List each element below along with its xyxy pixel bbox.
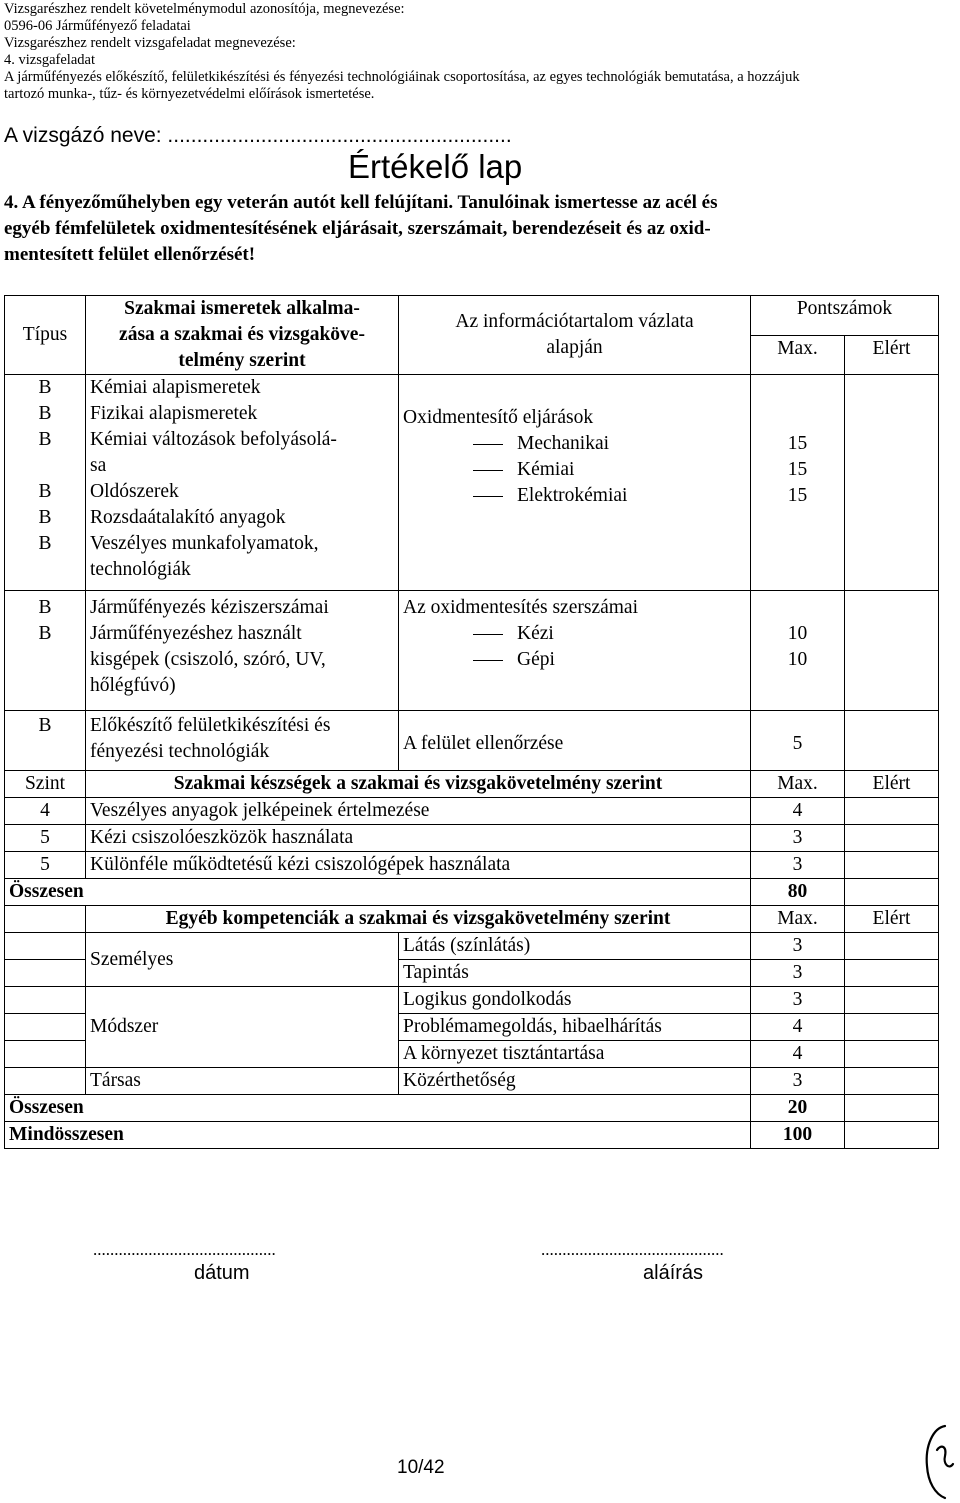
competency-cell: A környezet tisztántartása xyxy=(399,1041,751,1068)
table-row xyxy=(5,933,939,960)
max-cell xyxy=(751,591,845,711)
header-info-line: Az információtartalom vázlata xyxy=(455,311,694,332)
task-line-1: 4. A fényezőműhelyben egy veterán autót kell felújítani. Tanulóinak ismertesse az acél és xyxy=(4,192,718,213)
type-cell xyxy=(5,375,86,591)
competency-cell: Látás (színlátás) xyxy=(399,933,751,960)
table-row xyxy=(5,591,939,711)
dash-bullet xyxy=(473,470,503,471)
achieved-cell xyxy=(845,1068,939,1095)
info-item-label: Gépi xyxy=(517,649,555,670)
knowledge-line: Járműfényezés kéziszerszámai xyxy=(90,597,329,618)
type-cell xyxy=(5,591,86,711)
info-item xyxy=(403,431,746,457)
table-row xyxy=(5,798,939,825)
type-value: B xyxy=(38,481,52,502)
knowledge-line: technológiák xyxy=(90,559,191,580)
knowledge-line: Rozsdaátalakító anyagok xyxy=(90,507,286,528)
subtotal-row xyxy=(5,879,939,906)
table-header-row xyxy=(5,296,939,336)
max-value: 3 xyxy=(751,987,845,1014)
dash-bullet xyxy=(473,444,503,445)
knowledge-cell xyxy=(86,711,399,771)
knowledge-line: Járműfényezéshez használt xyxy=(90,623,302,644)
header-knowledge-line: Szakmai ismeretek alkalma- xyxy=(124,298,360,319)
subtotal-row xyxy=(5,1095,939,1122)
knowledge-line: kisgépek (csiszoló, szóró, UV, xyxy=(90,649,326,670)
skills-title: Szakmai készségek a szakmai és vizsgakövetelmény szerint xyxy=(86,771,751,798)
header-type: Típus xyxy=(5,296,86,375)
header-line-4: 4. vizsgafeladat xyxy=(4,52,95,68)
task-line-3: mentesített felület ellenőrzését! xyxy=(4,244,256,265)
subtotal-value: 20 xyxy=(751,1095,845,1122)
total-row xyxy=(5,1122,939,1149)
max-value: 15 xyxy=(787,433,808,454)
competency-cell: Problémamegoldás, hibaelhárítás xyxy=(399,1014,751,1041)
empty-cell xyxy=(5,1068,86,1095)
achieved-cell xyxy=(845,375,939,591)
header-max: Max. xyxy=(751,335,845,375)
header-achieved: Elért xyxy=(845,771,939,798)
header-info-line: alapján xyxy=(546,337,603,358)
achieved-cell xyxy=(845,711,939,771)
knowledge-line: Kémiai változások befolyásolá- xyxy=(90,429,337,450)
achieved-cell xyxy=(845,825,939,852)
handwritten-mark-icon xyxy=(915,1420,959,1502)
achieved-cell xyxy=(845,798,939,825)
type-cell xyxy=(5,711,86,771)
header-knowledge-line: zása a szakmai és vizsgaköve- xyxy=(119,324,365,345)
knowledge-cell xyxy=(86,375,399,591)
info-item xyxy=(403,647,746,673)
competency-cell: Logikus gondolkodás xyxy=(399,987,751,1014)
knowledge-line: Veszélyes munkafolyamatok, xyxy=(90,533,319,554)
skill-cell: Veszélyes anyagok jelképeinek értelmezése xyxy=(86,798,751,825)
header-achieved: Elért xyxy=(845,906,939,933)
info-item xyxy=(403,457,746,483)
info-item-label: Mechanikai xyxy=(517,433,610,454)
category-cell: Módszer xyxy=(86,987,399,1068)
header-knowledge-line: telmény szerint xyxy=(178,350,306,371)
task-line-2: egyéb fémfelületek oxidmentesítésének eljárásait, szerszámait, berendezéseit és az oxid- xyxy=(4,218,711,239)
knowledge-cell xyxy=(86,591,399,711)
type-value: B xyxy=(38,377,52,398)
header-line-6: tartozó munka-, tűz- és környezetvédelmi előírások ismertetése. xyxy=(4,86,375,102)
info-item-label: Elektrokémiai xyxy=(517,485,628,506)
subtotal-value: 80 xyxy=(751,879,845,906)
max-value: 4 xyxy=(751,1014,845,1041)
info-cell: A felület ellenőrzése xyxy=(399,711,751,771)
achieved-cell xyxy=(845,987,939,1014)
achieved-cell xyxy=(845,1014,939,1041)
info-title: Az oxidmentesítés szerszámai xyxy=(403,597,638,618)
header-info xyxy=(399,296,751,375)
knowledge-line: fényezési technológiák xyxy=(90,741,270,762)
info-title: Oxidmentesítő eljárások xyxy=(403,407,594,428)
info-item-label: Kémiai xyxy=(517,459,575,480)
max-value: 4 xyxy=(751,1041,845,1068)
table-row xyxy=(5,852,939,879)
header-line-5: A járműfényezés előkészítő, felületkikészítési és fényezési technológiáinak csoportosítása, az egyes technológiák bemutatása, a hozzájuk xyxy=(4,69,800,85)
signature-line: ........................................... xyxy=(541,1240,724,1259)
table-row xyxy=(5,987,939,1014)
knowledge-line: Kémiai alapismeretek xyxy=(90,377,261,398)
task-description xyxy=(4,190,904,268)
max-value: 4 xyxy=(751,798,845,825)
type-value: B xyxy=(38,533,52,554)
max-cell xyxy=(751,375,845,591)
knowledge-line: hőlégfúvó) xyxy=(90,675,176,696)
header-max: Max. xyxy=(751,906,845,933)
competency-cell: Közérthetőség xyxy=(399,1068,751,1095)
header-line-3: Vizsgarészhez rendelt vizsgafeladat megnevezése: xyxy=(4,35,296,51)
level-cell: 5 xyxy=(5,852,86,879)
other-title: Egyéb kompetenciák a szakmai és vizsgakövetelmény szerint xyxy=(86,906,751,933)
empty-cell xyxy=(5,987,86,1014)
date-line: ........................................... xyxy=(93,1240,276,1259)
level-cell: 5 xyxy=(5,825,86,852)
type-value: B xyxy=(38,403,52,424)
empty-cell xyxy=(5,1014,86,1041)
info-item xyxy=(403,621,746,647)
type-value: B xyxy=(38,507,52,528)
signature-label: aláírás xyxy=(643,1262,704,1284)
max-value: 3 xyxy=(751,1068,845,1095)
table-row xyxy=(5,825,939,852)
max-value: 3 xyxy=(751,825,845,852)
date-label: dátum xyxy=(194,1262,250,1284)
max-value: 3 xyxy=(751,960,845,987)
table-row xyxy=(5,1068,939,1095)
header-achieved: Elért xyxy=(845,335,939,375)
achieved-cell xyxy=(845,960,939,987)
info-item xyxy=(403,483,746,509)
examinee-name-field: A vizsgázó neve: ........................................................... xyxy=(4,124,512,147)
info-cell xyxy=(399,591,751,711)
type-value: B xyxy=(38,429,52,450)
knowledge-line: sa xyxy=(90,455,107,476)
page-number: 10/42 xyxy=(397,1457,445,1478)
knowledge-line: Oldószerek xyxy=(90,481,179,502)
knowledge-line: Előkészítő felületkikészítési és xyxy=(90,715,331,736)
max-value: 10 xyxy=(787,649,808,670)
category-cell: Társas xyxy=(86,1068,399,1095)
type-value: B xyxy=(38,715,52,736)
achieved-cell xyxy=(845,852,939,879)
max-value: 3 xyxy=(751,852,845,879)
type-value: B xyxy=(38,623,52,644)
dash-bullet xyxy=(473,634,503,635)
total-value: 100 xyxy=(751,1122,845,1149)
skill-cell: Kézi csiszolóeszközök használata xyxy=(86,825,751,852)
skill-cell: Különféle működtetésű kézi csiszológépek használata xyxy=(86,852,751,879)
achieved-cell xyxy=(845,1122,939,1149)
dash-bullet xyxy=(473,660,503,661)
competency-cell: Tapintás xyxy=(399,960,751,987)
empty-cell xyxy=(5,906,86,933)
max-value: 5 xyxy=(751,711,845,771)
empty-cell xyxy=(5,933,86,960)
knowledge-line: Fizikai alapismeretek xyxy=(90,403,258,424)
other-header-row xyxy=(5,906,939,933)
info-cell xyxy=(399,375,751,591)
dash-bullet xyxy=(473,496,503,497)
max-value: 3 xyxy=(751,933,845,960)
achieved-cell xyxy=(845,1095,939,1122)
subtotal-label: Összesen xyxy=(5,1095,751,1122)
header-line-1: Vizsgarészhez rendelt követelménymodul azonosítója, megnevezése: xyxy=(4,1,405,17)
empty-cell xyxy=(5,1041,86,1068)
max-value: 15 xyxy=(787,459,808,480)
achieved-cell xyxy=(845,933,939,960)
info-item-label: Kézi xyxy=(517,623,554,644)
skills-header-row xyxy=(5,771,939,798)
header-points: Pontszámok xyxy=(751,296,939,336)
max-value: 10 xyxy=(787,623,808,644)
subtotal-label: Összesen xyxy=(5,879,751,906)
max-value: 15 xyxy=(787,485,808,506)
header-line-2: 0596-06 Járműfényező feladatai xyxy=(4,18,191,34)
level-cell: 4 xyxy=(5,798,86,825)
empty-cell xyxy=(5,960,86,987)
table-row xyxy=(5,711,939,771)
header-knowledge xyxy=(86,296,399,375)
level-header: Szint xyxy=(5,771,86,798)
achieved-cell xyxy=(845,591,939,711)
evaluation-table xyxy=(4,295,939,1149)
table-row xyxy=(5,375,939,591)
achieved-cell xyxy=(845,1041,939,1068)
type-value: B xyxy=(38,597,52,618)
header-max: Max. xyxy=(751,771,845,798)
total-label: Mindösszesen xyxy=(5,1122,751,1149)
achieved-cell xyxy=(845,879,939,906)
category-cell: Személyes xyxy=(86,933,399,987)
page-title: Értékelő lap xyxy=(348,148,523,185)
